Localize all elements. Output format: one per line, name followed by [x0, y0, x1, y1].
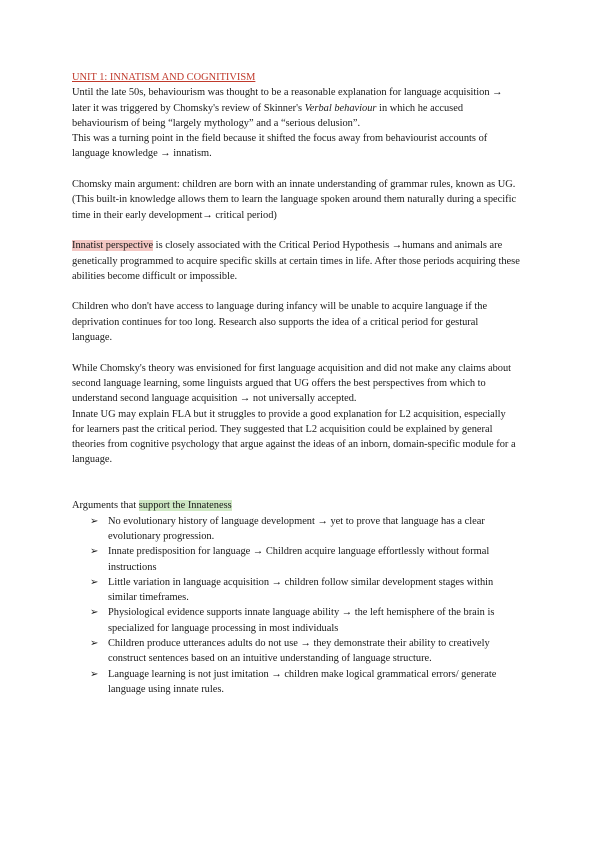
- spacer: [72, 162, 520, 177]
- page-title: UNIT 1: INNATISM AND COGNITIVISM: [72, 72, 256, 83]
- arrowhead-bullet-icon: ➢: [90, 668, 99, 680]
- intro-paragraph: [72, 85, 520, 131]
- turning-point-paragraph: This was a turning point in the field because it shifted the focus away from behaviourist accounts of language knowledge → innatism.: [72, 133, 488, 160]
- book-title: Verbal behaviour: [304, 102, 377, 114]
- arrowhead-bullet-icon: ➢: [90, 607, 99, 619]
- arrowhead-bullet-icon: ➢: [90, 576, 99, 588]
- list-item-text: Innate predisposition for language → Children acquire language effortlessly without formal instructions: [108, 546, 490, 573]
- chomsky-argument-paragraph: Chomsky main argument: children are born with an innate understanding of grammar rules, known as UG. (This built-in knowledge allows them to learn the language spoken around them naturally during a specific time in their early development→ critical period): [72, 179, 517, 221]
- arrowhead-bullet-icon: ➢: [90, 546, 99, 558]
- list-item: [90, 667, 520, 698]
- second-language-paragraph: While Chomsky's theory was envisioned for first language acquisition and did not make any claims about second language learning, some linguists argued that UG offers the best perspectives from which to understand second language acquisition → not universally accepted.: [72, 362, 512, 405]
- list-item-text: Children produce utterances adults do not use → they demonstrate their ability to creatively construct sentences based on an intuitive understanding of language structure.: [108, 637, 490, 665]
- spacer: [72, 284, 520, 299]
- list-item: [90, 575, 520, 606]
- list-item-text: Language learning is not just imitation → children make logical grammatical errors/ generate language using innate rules.: [108, 668, 497, 695]
- arguments-intro-text: Arguments that: [72, 500, 139, 512]
- list-item: [90, 514, 520, 545]
- arguments-intro: [72, 498, 520, 513]
- spacer: [72, 483, 520, 498]
- deprivation-paragraph: Children who don't have access to language during infancy will be unable to acquire language if the deprivation continues for too long. Research also supports the idea of a critical period for gestural language.: [72, 301, 488, 344]
- list-item-text: No evolutionary history of language development → yet to prove that language has a clear evolutionary progression.: [108, 515, 485, 542]
- list-item-text: Physiological evidence supports innate language ability → the left hemisphere of the brain is specialized for language processing in most individuals: [108, 607, 495, 634]
- arguments-highlight: support the Innateness: [138, 500, 232, 512]
- list-item: [90, 605, 520, 636]
- list-item: [90, 544, 520, 575]
- spacer: [72, 468, 520, 483]
- intro-text-1: Until the late 50s, behaviourism was thought to be a reasonable explanation for language acquisition → later it was triggered by Chomsky's review of Skinner's: [72, 87, 503, 114]
- arrowhead-bullet-icon: ➢: [90, 515, 99, 527]
- innatist-text: is closely associated with the Critical Period Hypothesis →humans and animals are genetically programmed to acquire specific skills at certain times in life. After those periods acquiring these abilities become difficult or impossible.: [72, 240, 520, 282]
- arguments-list: [72, 514, 520, 698]
- arrowhead-bullet-icon: ➢: [90, 637, 99, 649]
- list-item: [90, 636, 520, 667]
- intro-text-2: in which he accused behaviourism of being “largely mythology” and a “serious delusion”.: [72, 102, 464, 129]
- list-item-text: Little variation in language acquisition → children follow similar development stages within similar timeframes.: [108, 576, 494, 604]
- innatist-paragraph: [72, 238, 520, 284]
- spacer: [72, 223, 520, 238]
- innatist-highlight: Innatist perspective: [72, 240, 154, 252]
- spacer: [72, 345, 520, 360]
- l2-acquisition-paragraph: Innate UG may explain FLA but it struggles to provide a good explanation for L2 acquisition, especially for learners past the critical period. They suggested that L2 acquisition could be explained by general theories from cognitive psychology that argue against the ideas of an inborn, domain-specific module for a language.: [72, 408, 516, 466]
